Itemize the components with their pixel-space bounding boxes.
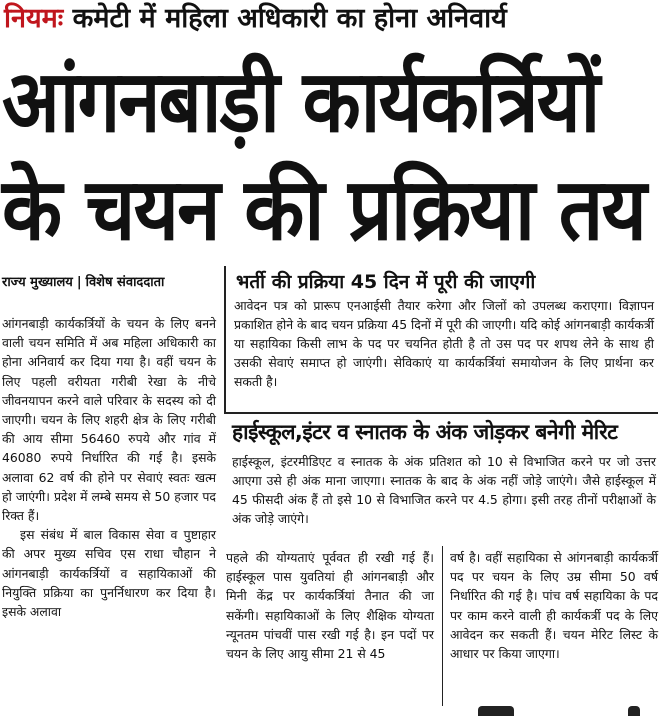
byline-reporter: विशेष संवाददाता — [85, 275, 165, 290]
next-article-fragment — [478, 706, 514, 716]
column-divider-bottom — [442, 546, 443, 706]
middle-column-body: पहले की योग्यताएं पूर्ववत ही रखी गई हैं। हाईस्कूल पास युवतियां ही आंगनबाड़ी और मिनी केंद्र पर कार्यकर्त्रियां तैनात की जा सकेंगी। सहायिकाओं के लिए शैक्षिक योग्यता न्यूनतम पांचवीं पास रखी गई है। इन पदों पर चयन के लिए आयु सीमा 21 से 45 — [226, 550, 434, 662]
byline-separator: | — [76, 275, 82, 290]
next-article-fragment — [628, 706, 640, 716]
section2-subhead: हाईस्कूल,इंटर व स्नातक के अंक जोड़कर बनेगी मेरिट — [232, 420, 618, 444]
headline-line-1: आंगनबाड़ी कार्यकर्त्रियों — [2, 52, 599, 152]
left-paragraph-1: आंगनबाड़ी कार्यकर्त्रियों के चयन के लिए बनने वाली चयन समिति में अब महिला अधिकारी का होना अनिवार्य कर दिया गया है। वहीं चयन के लिए पहली वरीयता गरीबी रेखा के नीचे जीवनयापन करने वाले परिवार के सदस्य को दी जाएगी। चयन के लिए शहरी क्षेत्र के लिए गरीबी की आय सीमा 56460 रुपये और गांव में 46080 रुपये निर्धारित की गई है। इसके अलावा 62 वर्ष की होने पर सेवाएं स्वतः खत्म हो जाएंगी। प्रदेश में लम्बे समय से 50 हजार पद रिक्त हैं। — [2, 316, 216, 524]
byline — [2, 272, 220, 290]
kicker-line — [4, 2, 664, 36]
section-divider — [226, 412, 658, 414]
left-paragraph-2: इस संबंध में बाल विकास सेवा व पुष्टाहार की अपर मुख्य सचिव एस राधा चौहान ने आंगनबाड़ी कार्यकर्त्रियों व सहायिकाओं की नियुक्ति प्रक्रिया का पुनर्निधारण कर दिया है। इसके अलावा — [2, 527, 216, 620]
headline-line-2: के चयन की प्रक्रिया तय — [2, 160, 646, 260]
section1-subhead: भर्ती की प्रक्रिया 45 दिन में पूरी की जाएगी — [236, 271, 536, 293]
left-column — [2, 314, 216, 621]
right-column-body: वर्ष है। वहीं सहायिका से आंगनबाड़ी कार्यकर्त्री पद पर चयन के लिए उम्र सीमा 50 वर्ष निर्धारित की गई है। पांच वर्ष सहायिका के पद पर काम करने वाली ही कार्यकर्त्री पद के लिए आवेदन कर सकती हैं। चयन मेरिट लिस्ट के आधार पर किया जाएगा। — [450, 550, 658, 662]
byline-location: राज्य मुख्यालय — [2, 275, 73, 290]
column-divider-top — [224, 266, 226, 414]
kicker-text: कमेटी में महिला अधिकारी का होना अनिवार्य — [72, 3, 507, 34]
kicker-label: नियमः — [4, 3, 64, 34]
section1-body: आवेदन पत्र को प्रारूप एनआईसी तैयार करेगा और जिलों को उपलब्ध कराएगा। विज्ञापन प्रकाशित होने के बाद चयन प्रक्रिया 45 दिनों में पूरी की जाएगी। यदि कोई आंगनबाड़ी कार्यकर्त्री या सहायिका किसी लाभ के पद पर चयनित होती है तो उस पद पर शपथ लेने के साथ ही उसकी सेवाएं समाप्त हो जाएंगी। सेविकाएं या कार्यकर्त्रियां समायोजन के लिए प्रार्थना कर सकती है। — [234, 298, 654, 389]
section2-body: हाईस्कूल, इंटरमीडिएट व स्नातक के अंक प्रतिशत को 10 से विभाजित करने पर जो उत्तर आएगा उसे ही अंक माना जाएगा। स्नातक के बाद के अंक नहीं जोड़े जाएंगे। जैसे हाईस्कूल में 45 फीसदी अंक हैं तो इसे 10 से विभाजित करने पर 4.5 होगा। इसी तरह तीनों परीक्षाओं के अंक जोड़े जाएंगे। — [232, 454, 656, 526]
